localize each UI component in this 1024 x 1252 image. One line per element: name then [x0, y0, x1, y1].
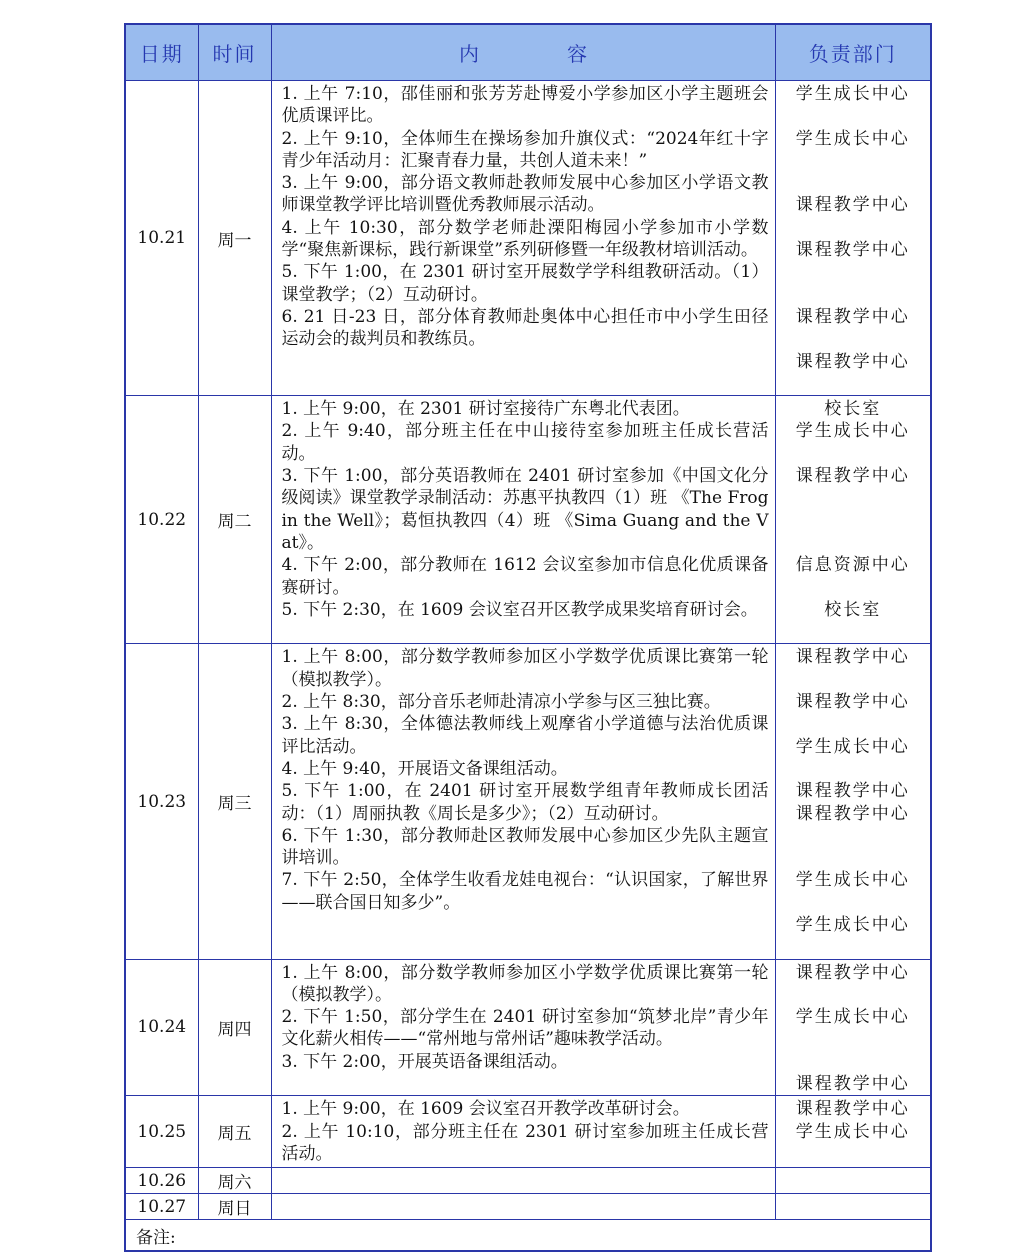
dept-line: 课程教学中心 — [795, 962, 910, 983]
activity-item: 2. 上午 8:30，部分音乐老师赴清凉小学参与区三独比赛。 — [281, 692, 721, 713]
dept-line — [776, 1051, 931, 1073]
activity-item: 5. 下午 1:00，在 2401 研讨室开展数学组青年教师成长团活动：（1）周丽执教《周长是多少》；（2）互动研讨。 — [281, 781, 769, 824]
content-cell — [271, 1168, 775, 1194]
header-row — [125, 24, 931, 81]
dept-line: 课程教学中心 — [795, 803, 910, 824]
content-cell — [271, 1096, 775, 1168]
weekday-cell: 周三 — [198, 644, 271, 959]
schedule-body — [125, 81, 931, 1252]
dept-line: 课程教学中心 — [795, 306, 910, 327]
date-cell: 10.24 — [125, 959, 198, 1096]
dept-line: 学生成长中心 — [795, 736, 910, 757]
header-content-right: 容 — [567, 42, 587, 66]
day-row — [125, 81, 931, 396]
dept-line: 学生成长中心 — [795, 1007, 910, 1028]
activity-item: 1. 上午 8:00，部分数学教师参加区小学数学优质课比赛第一轮（模拟教学）。 — [281, 647, 769, 690]
dept-line — [776, 217, 931, 239]
activity-item: 7. 下午 2:50，全体学生收看龙娃电视台：“认识国家，了解世界——联合国日知多少”。 — [281, 870, 769, 913]
activity-item: 1. 上午 8:00，部分数学教师参加区小学数学优质课比赛第一轮（模拟教学）。 — [281, 962, 769, 1005]
header-date: 日期 — [125, 24, 198, 81]
dept-cell — [775, 1194, 931, 1220]
note-label: 备注: — [125, 1220, 931, 1252]
weekday-cell: 周日 — [198, 1194, 271, 1220]
dept-cell — [775, 959, 931, 1096]
activity-item: 6. 21 日-23 日，部分体育教师赴奥体中心担任市中小学生田径运动会的裁判员和教练员。 — [281, 306, 769, 350]
date-cell: 10.27 — [125, 1194, 198, 1220]
activity-item: 1. 上午 9:00，在 1609 会议室召开教学改革研讨会。 — [281, 1099, 690, 1120]
header-content — [271, 24, 775, 81]
day-row — [125, 1194, 931, 1220]
weekday-cell: 周六 — [198, 1168, 271, 1194]
activity-item: 5. 下午 1:00，在 2301 研讨室开展数学学科组教研活动。（1）课堂教学；（2）互动研讨。 — [281, 262, 769, 305]
activity-item: 2. 下午 1:50，部分学生在 2401 研讨室参加“筑梦北岸”青少年文化薪火相传——“常州地与常州话”趣味教学活动。 — [281, 1007, 769, 1050]
dept-line: 课程教学中心 — [795, 240, 910, 261]
dept-line: 校长室 — [824, 399, 882, 420]
activity-item: 2. 上午 9:10，全体师生在操场参加升旗仪式：“2024年红十字青少年活动月：汇聚青春力量，共创人道未来！” — [281, 128, 769, 171]
dept-line: 校长室 — [824, 599, 882, 620]
dept-line: 课程教学中心 — [795, 781, 910, 802]
dept-line — [776, 443, 931, 465]
dept-line: 信息资源中心 — [795, 555, 910, 576]
header-content-left: 内 — [459, 42, 479, 66]
day-row — [125, 1168, 931, 1194]
activity-item: 4. 上午 9:40，开展语文备课组活动。 — [281, 758, 568, 779]
activity-item: 4. 下午 2:00，部分教师在 1612 会议室参加市信息化优质课备赛研讨。 — [281, 555, 769, 598]
dept-line: 课程教学中心 — [795, 1074, 910, 1095]
dept-line: 学生成长中心 — [795, 870, 910, 891]
day-row — [125, 396, 931, 644]
date-cell: 10.23 — [125, 644, 198, 959]
dept-line — [776, 758, 931, 780]
dept-line: 课程教学中心 — [795, 692, 910, 713]
date-cell: 10.26 — [125, 1168, 198, 1194]
dept-line — [776, 487, 931, 509]
activity-item: 6. 下午 1:30，部分教师赴区教师发展中心参加区少先队主题宣讲培训。 — [281, 825, 769, 869]
dept-line: 学生成长中心 — [795, 914, 910, 935]
dept-line — [776, 713, 931, 735]
content-cell — [271, 396, 775, 644]
activity-item: 1. 上午 9:00，在 2301 研讨室接待广东粤北代表团。 — [281, 399, 690, 420]
dept-cell — [775, 1168, 931, 1194]
dept-line — [776, 892, 931, 914]
activity-item: 3. 上午 8:30，全体德法教师线上观摩省小学道德与法治优质课评比活动。 — [281, 714, 769, 757]
dept-line: 学生成长中心 — [795, 421, 910, 442]
dept-line: 课程教学中心 — [795, 1099, 910, 1120]
dept-line: 课程教学中心 — [795, 647, 910, 668]
dept-cell — [775, 1096, 931, 1168]
weekday-cell: 周五 — [198, 1096, 271, 1168]
dept-line — [776, 105, 931, 127]
weekday-cell: 周四 — [198, 959, 271, 1096]
dept-line — [776, 510, 931, 532]
dept-line: 课程教学中心 — [795, 195, 910, 216]
dept-line — [776, 825, 931, 847]
activity-item: 4. 上午 10:30，部分数学老师赴溧阳梅园小学参加市小学数学“聚焦新课标，践行新课堂”系列研修暨一年级教材培训活动。 — [281, 217, 769, 261]
activity-item: 2. 上午 10:10，部分班主任在 2301 研讨室参加班主任成长营活动。 — [281, 1121, 769, 1164]
activity-item: 2. 上午 9:40，部分班主任在中山接待室参加班主任成长营活动。 — [281, 421, 769, 464]
dept-line: 课程教学中心 — [795, 466, 910, 487]
day-row — [125, 959, 931, 1096]
dept-line — [776, 936, 931, 958]
dept-line — [776, 328, 931, 350]
dept-line — [776, 1028, 931, 1050]
weekly-schedule-table — [124, 23, 932, 1252]
activity-item: 3. 上午 9:00，部分语文教师赴教师发展中心参加区小学语文教师课堂教学评比培训暨优秀教师展示活动。 — [281, 173, 769, 216]
dept-line — [776, 1143, 931, 1165]
dept-line — [776, 621, 931, 643]
dept-line — [776, 150, 931, 172]
header-day: 时间 — [198, 24, 271, 81]
dept-line: 学生成长中心 — [795, 84, 910, 104]
content-cell — [271, 81, 775, 396]
header-dept: 负责部门 — [775, 24, 931, 81]
dept-line — [776, 669, 931, 691]
dept-line — [776, 373, 931, 395]
content-cell — [271, 1194, 775, 1220]
activity-item: 3. 下午 1:00，部分英语教师在 2401 研讨室参加《中国文化分级阅读》课堂教学录制活动：苏惠平执教四（1）班 《The Frog in the Well》；葛恒执教四（4）班 《Sima Guang and the Vat》。 — [281, 466, 769, 553]
dept-cell — [775, 396, 931, 644]
dept-line — [776, 532, 931, 554]
dept-cell — [775, 644, 931, 959]
dept-line: 课程教学中心 — [795, 351, 910, 372]
dept-line — [776, 284, 931, 306]
day-row — [125, 644, 931, 959]
dept-line — [776, 172, 931, 194]
day-row — [125, 1096, 931, 1168]
content-cell — [271, 644, 775, 959]
note-row — [125, 1220, 931, 1252]
dept-line: 学生成长中心 — [795, 128, 910, 149]
date-cell: 10.25 — [125, 1096, 198, 1168]
dept-line — [776, 984, 931, 1006]
date-cell: 10.21 — [125, 81, 198, 396]
dept-line — [776, 847, 931, 869]
dept-cell — [775, 81, 931, 396]
weekday-cell: 周一 — [198, 81, 271, 396]
activity-item: 3. 下午 2:00，开展英语备课组活动。 — [281, 1051, 568, 1072]
activity-item: 1. 上午 7:10，邵佳丽和张芳芳赴博爱小学参加区小学主题班会优质课评比。 — [281, 84, 769, 127]
dept-line — [776, 261, 931, 283]
dept-line — [776, 577, 931, 599]
weekday-cell: 周二 — [198, 396, 271, 644]
date-cell: 10.22 — [125, 396, 198, 644]
content-cell — [271, 959, 775, 1096]
activity-item: 5. 下午 2:30，在 1609 会议室召开区教学成果奖培育研讨会。 — [281, 599, 758, 620]
dept-line: 学生成长中心 — [795, 1121, 910, 1142]
